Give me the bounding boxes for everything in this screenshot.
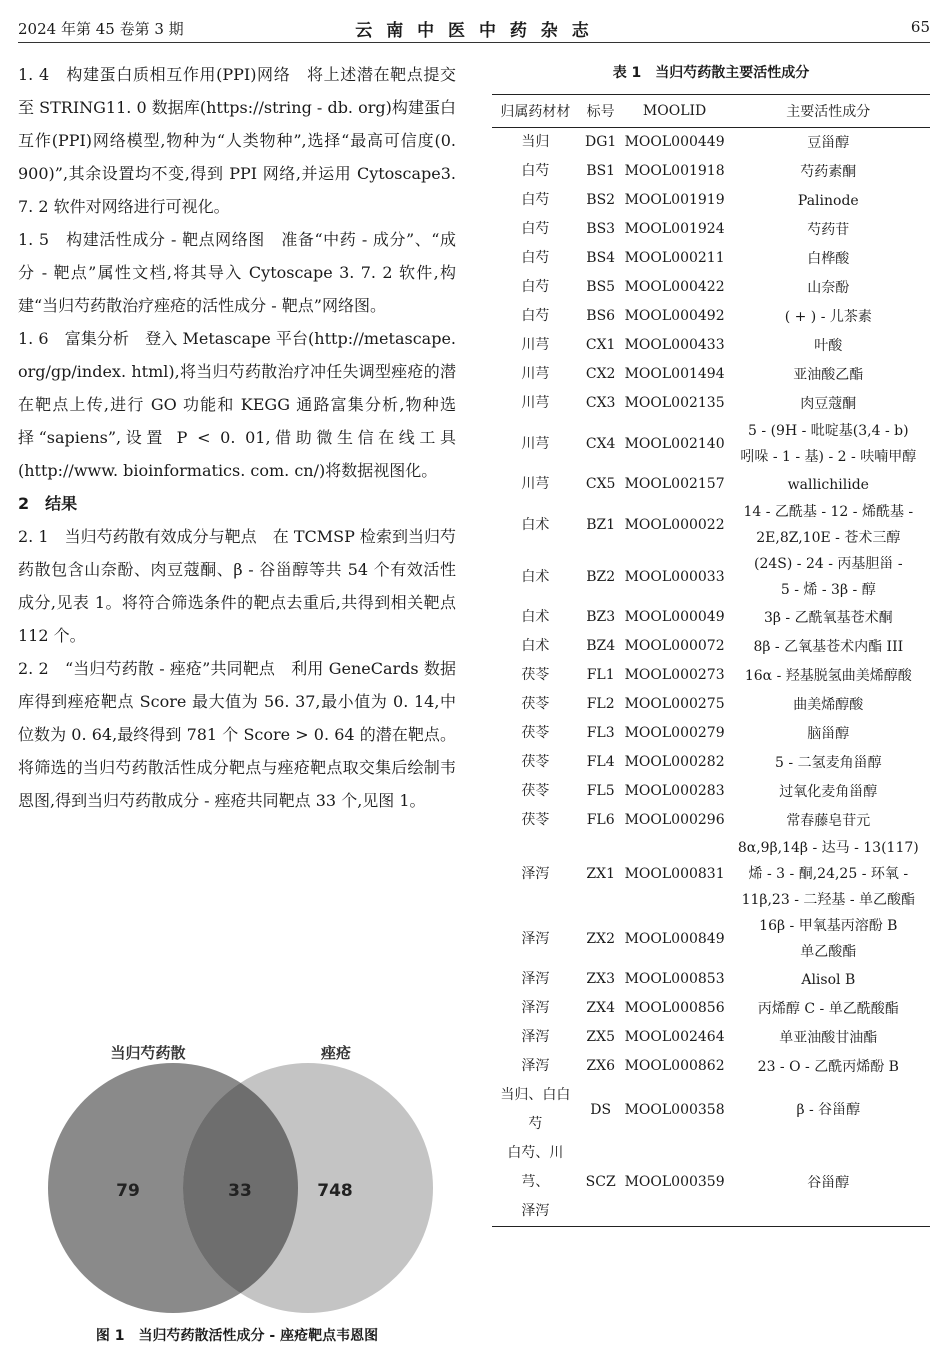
table-row [492,1023,930,1052]
cell-code: CX2 [585,366,616,382]
journal-title: 云 南 中 医 中 药 杂 志 [355,21,593,41]
header-rule [18,42,930,43]
right-column [492,58,930,1227]
cell-component: wallichilide [787,476,869,493]
figure-caption: 图 1 当归芍药散活性成分 - 座疮靶点韦恩图 [95,1328,379,1344]
cell-moolid: MOOL000049 [624,609,725,625]
cell-herb: 泽泻 [521,1058,550,1074]
cell-component: 山奈酚 [807,279,850,296]
cell-moolid: MOOL000072 [624,638,725,654]
cell-herb: 茯苓 [521,812,550,828]
table-row [492,661,930,690]
cell-component: 3β - 乙酰氧基苍术酮 [763,609,893,626]
paragraph-1-6: 1. 6 富集分析 登入 Metascape 平台(http://metascape. org/gp/index. html),将当归芍药散治疗冲任失调型痤疮的潜在靶点上传,进行 GO 功能和 KEGG 通路富集分析,物种选择“sapiens”,设置 P < 0. 01,借助微生信在线工具(http://www. bioinformatics. com. cn/)将数据视图化。 [18,329,456,480]
cell-herb: 白芍 [521,192,550,208]
table-row [492,913,930,965]
cell-moolid: MOOL000492 [624,308,725,324]
cell-component: 白桦酸 [807,250,850,267]
cell-component: 曲美烯醇酸 [793,696,864,713]
cell-moolid: MOOL000422 [624,279,725,295]
cell-herb: 白术 [521,516,550,533]
table-row [492,499,930,551]
cell-component: 单亚油酸甘油酯 [779,1029,878,1046]
cell-herb: 泽泻 [521,930,550,947]
cell-moolid: MOOL000856 [624,1000,725,1016]
cell-code: BS6 [586,308,616,324]
cell-herb: 白芍 [521,279,550,295]
cell-moolid: MOOL001919 [624,192,725,208]
cell-herb: 白芍 [521,308,550,324]
table-header-row [492,95,930,128]
cell-code: BZ1 [586,516,616,533]
cell-component: Palinode [797,192,859,209]
cell-code: FL3 [586,725,615,741]
venn-label-right: 痤疮 [320,1044,352,1062]
table-row [492,128,930,158]
cell-code: BZ4 [586,638,616,654]
cell-herb: 茯苓 [521,754,550,770]
table-row [492,1052,930,1081]
table-row [492,157,930,186]
cell-component: 谷甾醇 [727,1139,930,1227]
cell-code: CX4 [585,435,616,452]
venn-count-right: 748 [317,1181,353,1201]
cell-moolid: MOOL002157 [624,476,725,492]
table-row [492,551,930,603]
cell-component: 豆甾醇 [807,134,850,151]
cell-component: 丙烯醇 C - 单乙酰酸酯 [757,1000,899,1017]
cell-code: BS5 [586,279,616,295]
venn-diagram [38,1038,438,1328]
cell-moolid: MOOL002135 [624,395,725,411]
table-row [492,360,930,389]
cell-moolid: MOOL002140 [624,435,725,452]
cell-moolid: MOOL000849 [624,930,725,947]
table-row [492,389,930,418]
cell-code: BS3 [586,221,616,237]
cell-component: 肉豆蔻酮 [800,395,857,412]
cell-herb: 白芍 [521,221,550,237]
cell-herb: 泽泻 [521,1000,550,1016]
cell-herb: 白术 [521,638,550,654]
cell-code: BZ3 [586,609,616,625]
venn-label-left: 当归芍药散 [110,1044,186,1062]
cell-code: CX1 [585,337,616,353]
table-row [492,994,930,1023]
cell-component: 过氧化麦角甾醇 [779,783,878,800]
cell-code: BS1 [586,163,616,179]
table-row [492,470,930,499]
page-header [18,16,930,42]
cell-code: FL2 [586,696,615,712]
cell-code: ZX4 [586,1000,615,1016]
cell-moolid: MOOL000449 [624,134,725,150]
cell-moolid: MOOL000358 [624,1101,725,1118]
cell-component: 8α,9β,14β - 达马 - 13(117) 烯 - 3 - 酮,24,25 - 环氧 - 11β,23 - 二羟基 - 单乙酸酯 [737,840,919,908]
table-row [492,244,930,273]
paragraph-2-1: 2. 1 当归芍药散有效成分与靶点 在 TCMSP 检索到当归芍药散包含山奈酚、肉豆蔻酮、β - 谷甾醇等共 54 个有效活性成分,见表 1。将符合筛选条件的靶点去重后,共得到相关靶点 112 个。 [18,527,456,645]
venn-count-overlap: 33 [228,1181,252,1201]
header-component: 主要活性成分 [727,95,930,128]
cell-moolid: MOOL000296 [624,812,725,828]
cell-herb: 泽泻 [521,865,550,882]
cell-moolid: MOOL002464 [624,1029,725,1045]
cell-code: ZX5 [586,1029,615,1045]
cell-herb: 川芎 [521,476,550,492]
cell-code: FL1 [586,667,615,683]
cell-herb: 白术 [521,609,550,625]
cell-herb: 白芍 [521,163,550,179]
table-row [492,777,930,806]
cell-moolid: MOOL000022 [624,516,725,533]
cell-moolid: MOOL001924 [624,221,725,237]
cell-component: 叶酸 [814,337,843,354]
table-row [492,690,930,719]
cell-herb: 川芎 [521,337,550,353]
cell-component: (24S) - 24 - 丙基胆甾 - 5 - 烯 - 3β - 醇 [754,556,903,598]
table-row [492,806,930,835]
cell-herb: 茯苓 [521,725,550,741]
cell-component: Alisol B [801,971,856,988]
cell-code: ZX6 [586,1058,615,1074]
cell-code: CX3 [585,395,616,411]
cell-moolid: MOOL000433 [624,337,725,353]
cell-code: ZX3 [586,971,615,987]
cell-moolid: MOOL000273 [624,667,725,683]
cell-moolid: MOOL001494 [624,366,725,382]
table-row [492,302,930,331]
cell-moolid: MOOL000211 [624,250,725,266]
cell-component: 常春藤皂苷元 [786,812,871,829]
paragraph-1-5: 1. 5 构建活性成分 - 靶点网络图 准备“中药 - 成分”、“成分 - 靶点”属性文档,将其导入 Cytoscape 3. 7. 2 软件,构建“当归芍药散治疗痤疮的活性成分 - 靶点”网络图。 [18,230,456,315]
cell-component: 16β - 甲氧基丙溶酚 B 单乙酸酯 [759,918,898,960]
paragraph-1-4: 1. 4 构建蛋白质相互作用(PPI)网络 将上述潜在靶点提交至 STRING11. 0 数据库(https://string - db. org)构建蛋白互作(PPI)网络模型,物种为“人类物种”,选择“最高可信度(0. 900)”,其余设置均不变,得到 PPI 网络,并运用 Cytoscape3. 7. 2 软件对网络进行可视化。 [18,65,456,216]
header-moolid: MOOLID [623,95,727,128]
table-title: 表 1 当归芍药散主要活性成分 [612,65,810,81]
cell-code: ZX1 [586,865,615,882]
table-row [492,215,930,244]
paragraph-2-2: 2. 2 “当归芍药散 - 痤疮”共同靶点 利用 GeneCards 数据库得到痤疮靶点 Score 最大值为 56. 37,最小值为 0. 14,中位数为 0. 64,最终得到 781 个 Score > 0. 64 的潜在靶点。将筛选的当归芍药散活性成分靶点与痤疮靶点取交集后绘制韦恩图,得到当归芍药散成分 - 痤疮共同靶点 33 个,见图 1。 [18,659,456,810]
table-row [492,1081,930,1139]
cell-herb: 茯苓 [521,696,550,712]
cell-herb: 泽泻 [521,971,550,987]
cell-herb: 白芍 [521,250,550,266]
cell-component: 16α - 羟基脱氢曲美烯醇酸 [744,667,912,684]
table-row [492,748,930,777]
cell-code: ZX2 [586,930,615,947]
cell-herb: 当归、白白芍 [500,1087,571,1132]
header-herb: 归属药材材 [492,95,579,128]
cell-herb: 白芍、川芎、 泽泻 [492,1139,579,1227]
cell-moolid: MOOL001918 [624,163,725,179]
cell-moolid: MOOL000279 [624,725,725,741]
cell-herb: 泽泻 [521,1029,550,1045]
table-row [492,632,930,661]
table-row [492,719,930,748]
cell-component: 5 - 二氢麦角甾醇 [775,754,882,771]
venn-count-left: 79 [116,1181,140,1201]
cell-code: DS [590,1101,612,1118]
table-row [492,186,930,215]
cell-moolid: MOOL000282 [624,754,725,770]
cell-herb: 川芎 [521,366,550,382]
section-heading-results: 2 结果 [18,494,78,513]
cell-moolid: MOOL000862 [624,1058,725,1074]
table-row [492,965,930,994]
left-column [18,58,456,817]
cell-component: 8β - 乙氧基苍术内酯 III [753,638,904,655]
table-row [492,331,930,360]
cell-code: FL6 [586,812,615,828]
active-components-table [492,94,930,1227]
cell-component: 23 - O - 乙酰丙烯酚 B [757,1058,899,1075]
cell-code: DG1 [585,134,617,150]
header-code: 标号 [579,95,623,128]
cell-component: 亚油酸乙酯 [793,366,864,383]
table-row [492,835,930,913]
table-row [492,603,930,632]
cell-herb: 茯苓 [521,667,550,683]
cell-code: FL5 [586,783,615,799]
cell-moolid: MOOL000033 [624,568,725,585]
cell-herb: 茯苓 [521,783,550,799]
cell-component: 5 - (9H - 吡啶基(3,4 - b) 吲哚 - 1 - 基) - 2 - 呋喃甲醇 [740,423,917,465]
cell-component: ( + ) - 儿茶素 [784,308,872,325]
cell-moolid: MOOL000359 [623,1139,727,1227]
cell-herb: 当归 [521,134,550,150]
cell-moolid: MOOL000853 [624,971,725,987]
cell-component: 脑甾醇 [807,725,850,742]
cell-component: 芍药苷 [807,221,850,238]
cell-moolid: MOOL000275 [624,696,725,712]
cell-component: β - 谷甾醇 [796,1102,861,1118]
cell-moolid: MOOL000831 [624,865,725,882]
cell-component: 14 - 乙酰基 - 12 - 烯酰基 - 2E,8Z,10E - 苍术三醇 [743,504,914,546]
cell-code: CX5 [585,476,616,492]
cell-code: BS2 [586,192,616,208]
cell-component: 芍药素酮 [800,163,857,180]
cell-code: BZ2 [586,568,616,585]
table-row [492,1139,930,1227]
page-number: 65 [910,18,930,36]
cell-code: FL4 [586,754,615,770]
cell-moolid: MOOL000283 [624,783,725,799]
journal-issue: 2024 年第 45 卷第 3 期 [18,20,184,38]
cell-herb: 川芎 [521,435,550,452]
cell-code: SCZ [579,1139,623,1227]
table-row [492,418,930,470]
cell-herb: 白术 [521,568,550,585]
cell-code: BS4 [586,250,616,266]
cell-herb: 川芎 [521,395,550,411]
table-row [492,273,930,302]
